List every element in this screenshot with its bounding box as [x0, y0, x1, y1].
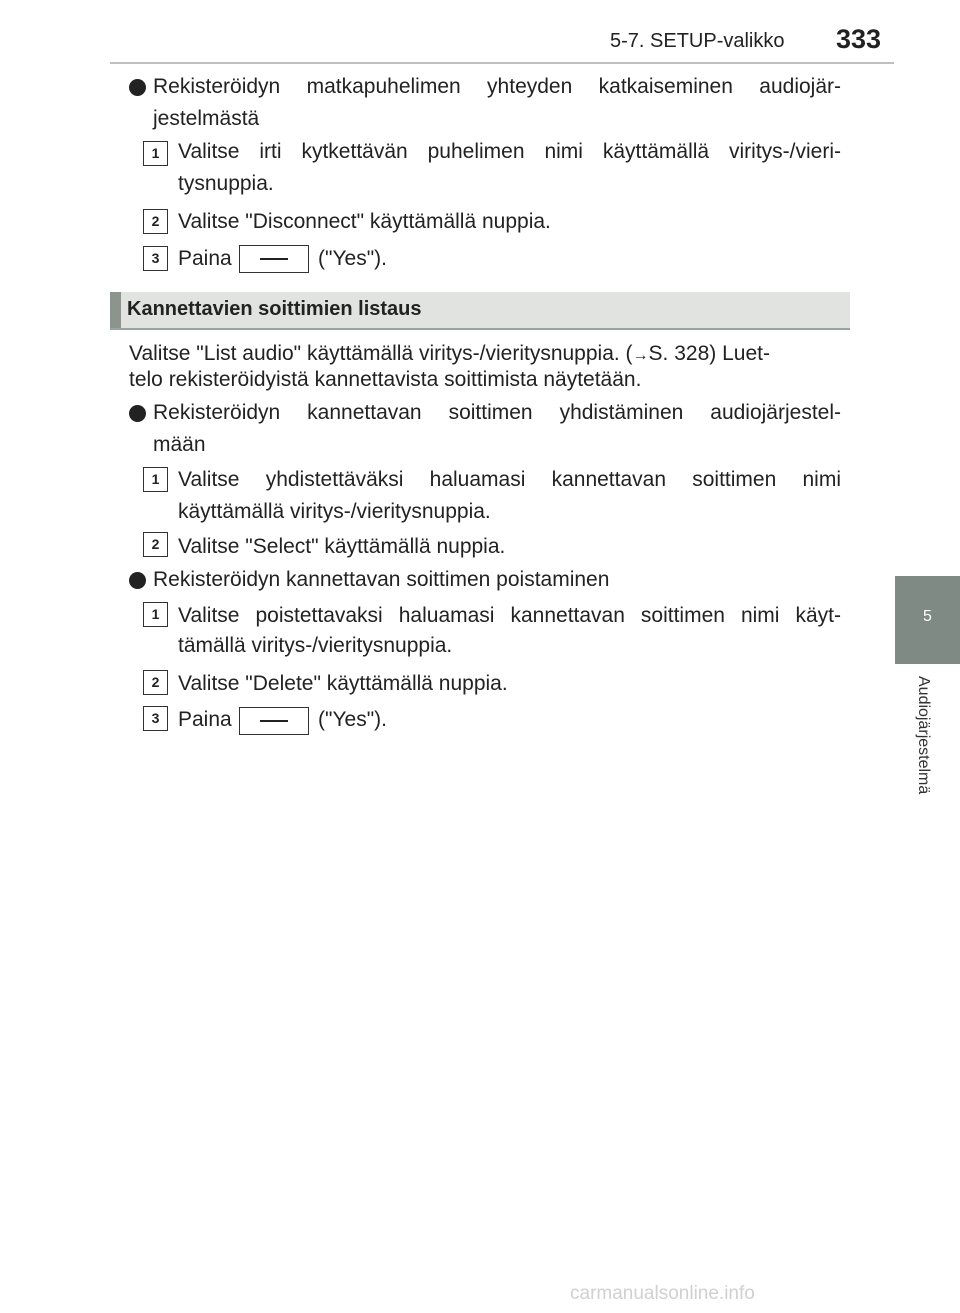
connect-heading-line2: mään: [153, 433, 206, 456]
yes-key-icon: [239, 245, 309, 273]
delete-step3-before: Paina: [178, 708, 232, 731]
arrow-icon: →: [632, 347, 649, 364]
bullet-icon: [129, 405, 146, 422]
disconnect-heading-line2: jestelmästä: [153, 107, 260, 130]
bullet-icon: [129, 79, 146, 96]
step-number-badge: 1: [143, 467, 168, 492]
section-header: [110, 292, 850, 330]
connect-heading-line1: Rekisteröidyn kannettavan soittimen yhdistäminen audiojärjestel-: [153, 401, 841, 424]
step-number-badge: 2: [143, 209, 168, 234]
step-number-badge: 3: [143, 706, 168, 731]
chapter-number: 5: [923, 608, 932, 625]
step-number-badge: 2: [143, 532, 168, 557]
delete-heading: Rekisteröidyn kannettavan soittimen poistaminen: [153, 568, 610, 591]
intro-line1-end: S. 328) Luet-: [648, 342, 770, 365]
header-divider: [110, 62, 894, 64]
disconnect-heading-line1: Rekisteröidyn matkapuhelimen yhteyden katkaiseminen audiojär-: [153, 75, 841, 98]
connect-step1-line1: Valitse yhdistettäväksi haluamasi kannettavan soittimen nimi: [178, 468, 841, 491]
step-number-badge: 1: [143, 602, 168, 627]
connect-step2-text: Valitse "Select" käyttämällä nuppia.: [178, 535, 506, 558]
intro-line1-start: Valitse "List audio" käyttämällä viritys-/vieritysnuppia. (: [129, 342, 633, 365]
disconnect-step1-line2: tysnuppia.: [178, 172, 274, 195]
step-number-badge: 1: [143, 141, 168, 166]
chapter-tab: [895, 576, 960, 664]
delete-step1-line1: Valitse poistettavaksi haluamasi kannettavan soittimen nimi käyt-: [178, 604, 841, 627]
delete-step2-text: Valitse "Delete" käyttämällä nuppia.: [178, 672, 508, 695]
header-section-title: 5-7. SETUP-valikko: [610, 30, 785, 52]
disconnect-step1-line1: Valitse irti kytkettävän puhelimen nimi käyttämällä viritys-/vieri-: [178, 140, 841, 163]
step-number-badge: 3: [143, 246, 168, 271]
page-number: 333: [836, 24, 882, 54]
section-title: Kannettavien soittimien listaus: [127, 298, 422, 320]
intro-line2: telo rekisteröidyistä kannettavista soittimista näytetään.: [129, 368, 642, 391]
delete-step1-line2: tämällä viritys-/vieritysnuppia.: [178, 634, 453, 657]
chapter-label: Audiojärjestelmä: [915, 676, 932, 795]
disconnect-step3-after: ("Yes").: [318, 247, 387, 270]
disconnect-step2-text: Valitse "Disconnect" käyttämällä nuppia.: [178, 210, 551, 233]
bullet-icon: [129, 572, 146, 589]
watermark: carmanualsonline.info: [570, 1283, 755, 1304]
yes-key-icon: [239, 707, 309, 735]
section-accent-bar: [110, 292, 121, 328]
connect-step1-line2: käyttämällä viritys-/vieritysnuppia.: [178, 500, 491, 523]
disconnect-step3-before: Paina: [178, 247, 232, 270]
step-number-badge: 2: [143, 670, 168, 695]
delete-step3-after: ("Yes").: [318, 708, 387, 731]
